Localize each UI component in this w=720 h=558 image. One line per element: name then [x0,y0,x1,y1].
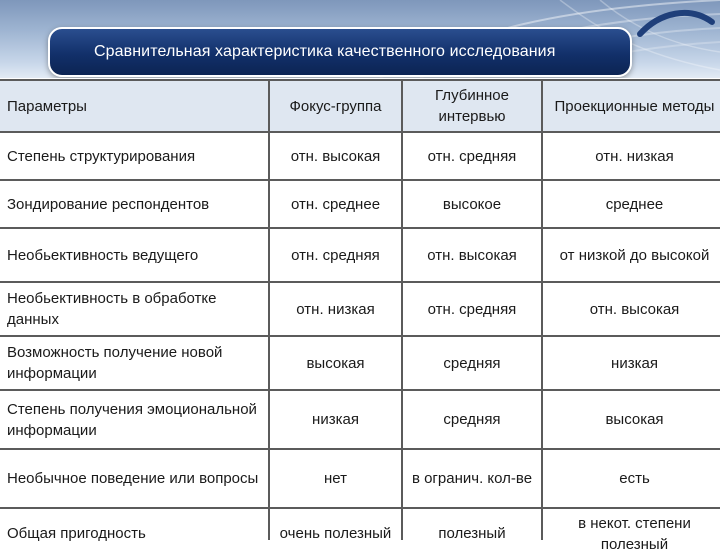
header-cell-focus-group: Фокус-группа [270,81,401,131]
table-cell-projective: в некот. степени полезный [543,509,720,558]
table-cell-indepth: средняя [403,337,541,389]
title-banner [48,27,632,77]
table-cell-focus: отн. высокая [270,133,401,179]
table-row-param: Общая пригодность [0,509,268,558]
table-cell-projective: есть [543,450,720,507]
comparison-table [0,79,720,553]
table-cell-indepth: в огранич. кол-ве [403,450,541,507]
header-cell-parameters: Параметры [0,81,268,131]
table-cell-indepth: отн. высокая [403,229,541,281]
table-row-param: Степень получения эмоциональной информации [0,391,268,448]
table-row-param: Необычное поведение или вопросы [0,450,268,507]
table-row-param: Возможность получение новой информации [0,337,268,389]
table-cell-focus: отн. среднее [270,181,401,227]
table-cell-focus: отн. средняя [270,229,401,281]
table-cell-projective: высокая [543,391,720,448]
table-cell-projective: низкая [543,337,720,389]
table-cell-focus: низкая [270,391,401,448]
table-cell-indepth: высокое [403,181,541,227]
table-cell-projective: отн. высокая [543,283,720,335]
table-cell-projective: отн. низкая [543,133,720,179]
table-row-param: Зондирование респондентов [0,181,268,227]
header-banner [0,0,720,78]
table-cell-indepth: полезный [403,509,541,558]
table-row-param: Необьективность ведущего [0,229,268,281]
table-cell-focus: нет [270,450,401,507]
slide-title: Сравнительная характеристика качественного исследования [94,43,556,60]
header-cell-in-depth-interview: Глубинное интервью [403,81,541,131]
table-cell-projective: среднее [543,181,720,227]
table-cell-focus: отн. низкая [270,283,401,335]
table-cell-indepth: отн. средняя [403,133,541,179]
table-row-param: Степень структурирования [0,133,268,179]
header-cell-projective-methods: Проекционные методы [543,81,720,131]
table-cell-focus: очень полезный [270,509,401,558]
table-cell-indepth: отн. средняя [403,283,541,335]
table-cell-projective: от низкой до высокой [543,229,720,281]
table-cell-indepth: средняя [403,391,541,448]
table-cell-focus: высокая [270,337,401,389]
table-row-param: Необьективность в обработке данных [0,283,268,335]
